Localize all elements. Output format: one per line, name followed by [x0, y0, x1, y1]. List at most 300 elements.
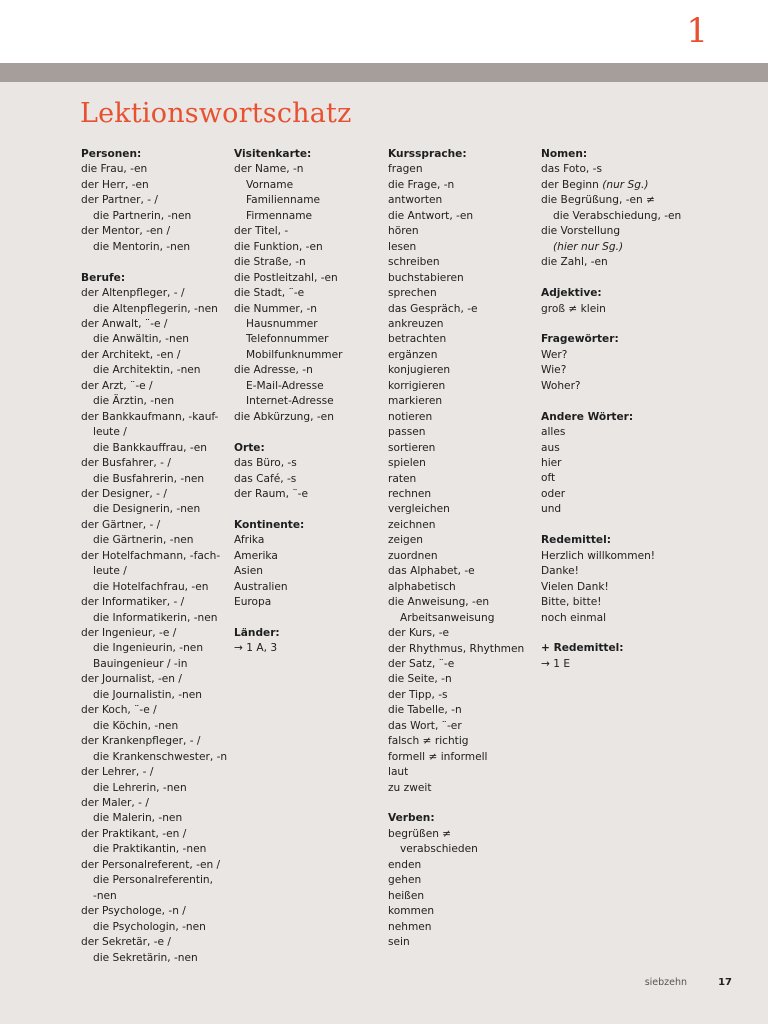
- entry-note: (nur Sg.): [602, 178, 649, 191]
- vocab-entry: [541, 178, 701, 193]
- section-spacer: [81, 255, 231, 270]
- vocab-entry: [81, 456, 231, 471]
- entry-text: -nen: [93, 889, 117, 902]
- entry-text: der Titel, -: [234, 225, 289, 238]
- vocab-entry: [234, 240, 384, 255]
- vocab-entry: [388, 781, 538, 796]
- vocab-entry: [388, 889, 538, 904]
- entry-text: Kurssprache:: [388, 148, 467, 160]
- vocab-entry: [388, 394, 538, 409]
- vocab-entry: [541, 302, 701, 317]
- entry-text: die Mentorin, -nen: [93, 240, 191, 253]
- entry-text: der Bankkaufmann, -kauf-: [81, 410, 219, 423]
- vocab-entry: [234, 286, 384, 301]
- entry-text: schreiben: [388, 256, 440, 269]
- entry-text: der Tipp, -s: [388, 688, 448, 701]
- entry-text: gehen: [388, 874, 422, 887]
- entry-text: buchstabieren: [388, 271, 464, 284]
- vocab-entry: [541, 595, 701, 610]
- vocab-entry: [388, 379, 538, 394]
- entry-text: der Lehrer, - /: [81, 766, 154, 779]
- entry-text: hören: [388, 225, 419, 238]
- vocab-entry: [388, 750, 538, 765]
- vocab-entry: [234, 317, 384, 332]
- entry-text: Telefonnummer: [246, 333, 329, 346]
- vocab-entry: [234, 533, 384, 548]
- entry-text: ankreuzen: [388, 317, 444, 330]
- entry-text: die Lehrerin, -nen: [93, 781, 187, 794]
- entry-text: das Büro, -s: [234, 457, 297, 470]
- entry-text: raten: [388, 472, 417, 485]
- section-spacer: [234, 611, 384, 626]
- vocab-entry: [234, 162, 384, 177]
- entry-text: der Krankenpfleger, - /: [81, 735, 201, 748]
- vocab-entry: [81, 595, 231, 610]
- entry-text: oft: [541, 472, 556, 485]
- entry-text: der Journalist, -en /: [81, 673, 182, 686]
- vocab-entry: [541, 549, 701, 564]
- section-heading: [388, 811, 538, 826]
- entry-text: der Designer, - /: [81, 487, 167, 500]
- vocab-column-2: [234, 147, 384, 657]
- section-heading: [541, 410, 701, 425]
- entry-text: die Funktion, -en: [234, 240, 323, 253]
- entry-text: Verben:: [388, 812, 435, 825]
- vocab-entry: [81, 580, 231, 595]
- entry-text: zu zweit: [388, 781, 432, 794]
- vocab-entry: [541, 379, 701, 394]
- vocab-entry: [234, 332, 384, 347]
- entry-text: antworten: [388, 194, 443, 207]
- entry-text: kommen: [388, 905, 435, 918]
- entry-text: lesen: [388, 240, 417, 253]
- vocab-entry: [388, 595, 538, 610]
- entry-text: der Partner, - /: [81, 194, 158, 207]
- entry-text: vergleichen: [388, 503, 450, 516]
- vocab-entry: [234, 255, 384, 270]
- entry-text: Visitenkarte:: [234, 148, 312, 160]
- entry-text: die Adresse, -n: [234, 364, 313, 377]
- page-number-word: siebzehn: [644, 977, 688, 988]
- section-spacer: [541, 271, 701, 286]
- entry-text: der Gärtner, - /: [81, 518, 161, 531]
- entry-text: Vorname: [246, 178, 294, 191]
- vocab-entry: [388, 858, 538, 873]
- entry-text: der Altenpfleger, - /: [81, 287, 185, 300]
- entry-text: Amerika: [234, 549, 278, 562]
- vocab-entry: [234, 580, 384, 595]
- entry-text: alles: [541, 426, 566, 439]
- vocab-entry: [234, 209, 384, 224]
- entry-text: der Busfahrer, - /: [81, 457, 171, 470]
- entry-text: die Bankkauffrau, -en: [93, 441, 207, 454]
- vocab-entry: [388, 348, 538, 363]
- vocab-entry: [81, 348, 231, 363]
- entry-text: Bitte, bitte!: [541, 596, 602, 609]
- entry-text: der Hotelfachmann, -fach-: [81, 549, 221, 562]
- vocab-entry: [388, 904, 538, 919]
- chapter-number: 1: [686, 11, 708, 51]
- entry-text: Wer?: [541, 348, 568, 361]
- entry-text: leute /: [93, 565, 127, 578]
- vocab-entry: [388, 657, 538, 672]
- vocab-entry: [81, 920, 231, 935]
- entry-text: die Stadt, ¨-e: [234, 287, 305, 300]
- entry-text: zuordnen: [388, 549, 438, 562]
- entry-text: die Krankenschwester, -n: [93, 750, 228, 763]
- entry-text: die Malerin, -nen: [93, 812, 183, 825]
- entry-text: die Architektin, -nen: [93, 364, 201, 377]
- vocab-entry: [541, 255, 701, 270]
- vocab-entry: [81, 842, 231, 857]
- vocab-entry: [388, 549, 538, 564]
- entry-text: Firmenname: [246, 209, 313, 222]
- entry-text: die Köchin, -nen: [93, 719, 179, 732]
- section-heading: [388, 147, 538, 162]
- vocab-entry: [81, 657, 231, 672]
- vocab-entry: [388, 425, 538, 440]
- entry-text: das Gespräch, -e: [388, 302, 478, 315]
- vocab-entry: [388, 178, 538, 193]
- entry-text: Länder:: [234, 627, 280, 639]
- vocab-entry: [541, 456, 701, 471]
- entry-text: die Nummer, -n: [234, 302, 317, 315]
- entry-text: korrigieren: [388, 379, 446, 392]
- vocab-entry: [234, 379, 384, 394]
- entry-text: die Anweisung, -en: [388, 596, 490, 609]
- vocab-entry: [388, 224, 538, 239]
- entry-text: die Verabschiedung, -en: [553, 209, 682, 222]
- entry-text: der Personalreferent, -en /: [81, 858, 221, 871]
- vocab-entry: [81, 641, 231, 656]
- vocab-entry: [388, 827, 538, 842]
- vocab-entry: [388, 626, 538, 641]
- entry-text: das Café, -s: [234, 472, 297, 485]
- entry-text: Adjektive:: [541, 287, 602, 300]
- section-heading: [81, 147, 231, 162]
- entry-text: noch einmal: [541, 611, 607, 624]
- entry-text: zeichnen: [388, 518, 436, 531]
- entry-text: Asien: [234, 565, 263, 578]
- vocab-entry: [388, 564, 538, 579]
- entry-text: die Postleitzahl, -en: [234, 271, 338, 284]
- entry-text: falsch ≠ richtig: [388, 735, 469, 748]
- entry-text: die Vorstellung: [541, 225, 621, 238]
- entry-text: die Straße, -n: [234, 256, 306, 269]
- vocab-entry: [81, 286, 231, 301]
- entry-text: die Frage, -n: [388, 178, 455, 191]
- vocab-entry: [234, 456, 384, 471]
- section-spacer: [234, 425, 384, 440]
- vocab-entry: [541, 487, 701, 502]
- vocab-entry: [81, 410, 231, 425]
- vocab-entry: [388, 332, 538, 347]
- vocab-entry: [388, 162, 538, 177]
- entry-text: der Ingenieur, -e /: [81, 627, 177, 640]
- vocab-entry: [541, 657, 701, 672]
- vocab-entry: [388, 642, 538, 657]
- entry-text: passen: [388, 426, 426, 439]
- page-number: 17: [718, 977, 732, 988]
- vocab-entry: [388, 193, 538, 208]
- entry-note: (hier nur Sg.): [553, 240, 624, 253]
- vocab-entry: [81, 425, 231, 440]
- entry-text: der Beginn: [541, 178, 599, 191]
- vocab-entry: [388, 472, 538, 487]
- vocab-entry: [388, 873, 538, 888]
- vocab-entry: [234, 193, 384, 208]
- entry-text: Fragewörter:: [541, 333, 619, 346]
- entry-text: der Architekt, -en /: [81, 348, 181, 361]
- entry-text: die Partnerin, -nen: [93, 209, 192, 222]
- entry-text: → 1 E: [541, 657, 571, 670]
- entry-text: notieren: [388, 410, 433, 423]
- page-title: Lektionswortschatz: [80, 98, 352, 129]
- section-spacer: [388, 796, 538, 811]
- vocab-entry: [541, 425, 701, 440]
- vocab-entry: [234, 595, 384, 610]
- entry-text: der Maler, - /: [81, 797, 149, 810]
- vocab-entry: [81, 951, 231, 966]
- header-band: [0, 63, 768, 82]
- entry-text: die Gärtnerin, -nen: [93, 534, 194, 547]
- entry-text: der Satz, ¨-e: [388, 657, 455, 670]
- entry-text: die Antwort, -en: [388, 209, 474, 222]
- entry-text: das Foto, -s: [541, 163, 603, 176]
- vocab-entry: [541, 348, 701, 363]
- entry-text: Andere Wörter:: [541, 410, 634, 423]
- vocab-entry: [388, 487, 538, 502]
- vocab-entry: [541, 611, 701, 626]
- entry-text: die Hotelfachfrau, -en: [93, 580, 209, 593]
- vocab-entry: [541, 363, 701, 378]
- entry-text: die Sekretärin, -nen: [93, 951, 198, 964]
- vocab-entry: [388, 441, 538, 456]
- vocab-entry: [81, 379, 231, 394]
- vocab-entry: [234, 394, 384, 409]
- vocab-entry: [234, 363, 384, 378]
- entry-text: verabschieden: [400, 843, 478, 856]
- vocab-entry: [81, 533, 231, 548]
- vocab-entry: [541, 162, 701, 177]
- vocab-entry: [234, 348, 384, 363]
- entry-text: Danke!: [541, 565, 579, 578]
- entry-text: Internet-Adresse: [246, 395, 334, 408]
- vocab-entry: [388, 688, 538, 703]
- entry-text: die Seite, -n: [388, 673, 452, 686]
- entry-text: oder: [541, 487, 566, 500]
- entry-text: der Name, -n: [234, 163, 304, 176]
- entry-text: der Informatiker, - /: [81, 596, 185, 609]
- section-heading: [541, 641, 701, 656]
- vocab-entry: [81, 904, 231, 919]
- entry-text: die Praktikantin, -nen: [93, 843, 207, 856]
- vocab-entry: [388, 719, 538, 734]
- vocab-entry: [388, 502, 538, 517]
- entry-text: der Sekretär, -e /: [81, 936, 171, 949]
- entry-text: die Psychologin, -nen: [93, 920, 206, 933]
- vocab-entry: [388, 842, 538, 857]
- entry-text: betrachten: [388, 333, 447, 346]
- entry-text: Bauingenieur / -in: [93, 657, 188, 670]
- entry-text: E-Mail-Adresse: [246, 379, 324, 392]
- vocab-entry: [81, 672, 231, 687]
- vocab-entry: [81, 240, 231, 255]
- entry-text: Familienname: [246, 194, 321, 207]
- vocab-entry: [81, 858, 231, 873]
- entry-text: der Kurs, -e: [388, 627, 450, 640]
- section-heading: [234, 518, 384, 533]
- entry-text: der Psychologe, -n /: [81, 905, 186, 918]
- vocab-entry: [541, 441, 701, 456]
- entry-text: Mobilfunknummer: [246, 348, 343, 361]
- entry-text: die Personalreferentin,: [93, 874, 214, 887]
- vocab-entry: [81, 162, 231, 177]
- vocab-entry: [388, 363, 538, 378]
- entry-text: groß ≠ klein: [541, 302, 606, 315]
- page-header: [0, 0, 768, 63]
- vocab-entry: [541, 240, 701, 255]
- vocab-entry: [234, 487, 384, 502]
- vocab-entry: [81, 935, 231, 950]
- entry-text: Hausnummer: [246, 317, 318, 330]
- vocab-entry: [81, 781, 231, 796]
- vocab-column-1: [81, 147, 231, 966]
- section-heading: [81, 271, 231, 286]
- vocab-entry: [81, 502, 231, 517]
- vocab-entry: [234, 641, 384, 656]
- section-heading: [234, 147, 384, 162]
- vocab-entry: [81, 873, 231, 888]
- vocab-entry: [388, 920, 538, 935]
- entry-text: die Altenpflegerin, -nen: [93, 302, 218, 315]
- entry-text: Wie?: [541, 364, 567, 377]
- entry-text: Woher?: [541, 379, 581, 392]
- entry-text: Vielen Dank!: [541, 580, 609, 593]
- entry-text: sortieren: [388, 441, 436, 454]
- section-spacer: [234, 502, 384, 517]
- section-heading: [541, 147, 701, 162]
- entry-text: die Journalistin, -nen: [93, 688, 202, 701]
- entry-text: der Praktikant, -en /: [81, 827, 187, 840]
- entry-text: der Rhythmus, Rhythmen: [388, 642, 525, 655]
- entry-text: die Abkürzung, -en: [234, 410, 334, 423]
- vocab-entry: [81, 332, 231, 347]
- section-heading: [234, 441, 384, 456]
- section-heading: [541, 286, 701, 301]
- section-spacer: [541, 394, 701, 409]
- section-spacer: [541, 518, 701, 533]
- vocab-entry: [234, 549, 384, 564]
- vocab-entry: [541, 502, 701, 517]
- vocab-entry: [388, 734, 538, 749]
- entry-text: alphabetisch: [388, 580, 456, 593]
- vocab-entry: [388, 240, 538, 255]
- vocab-entry: [81, 889, 231, 904]
- vocab-entry: [81, 796, 231, 811]
- entry-text: der Raum, ¨-e: [234, 487, 308, 500]
- vocab-entry: [388, 317, 538, 332]
- vocab-entry: [388, 271, 538, 286]
- entry-text: die Ärztin, -nen: [93, 395, 175, 408]
- entry-text: leute /: [93, 426, 127, 439]
- vocab-entry: [234, 224, 384, 239]
- vocab-entry: [388, 456, 538, 471]
- vocab-entry: [81, 487, 231, 502]
- vocab-entry: [388, 935, 538, 950]
- entry-text: aus: [541, 441, 560, 454]
- entry-text: die Begrüßung, -en ≠: [541, 194, 655, 207]
- entry-text: der Mentor, -en /: [81, 225, 171, 238]
- vocab-column-3: [388, 147, 538, 951]
- vocab-entry: [541, 564, 701, 579]
- vocab-entry: [388, 672, 538, 687]
- entry-text: zeigen: [388, 534, 423, 547]
- entry-text: die Anwältin, -nen: [93, 333, 189, 346]
- vocab-entry: [388, 255, 538, 270]
- vocab-entry: [541, 193, 701, 208]
- entry-text: die Informatikerin, -nen: [93, 611, 218, 624]
- vocab-entry: [81, 750, 231, 765]
- entry-text: spielen: [388, 457, 426, 470]
- vocab-entry: [388, 209, 538, 224]
- entry-text: der Arzt, ¨-e /: [81, 379, 153, 392]
- entry-text: ergänzen: [388, 348, 438, 361]
- entry-text: die Frau, -en: [81, 163, 148, 176]
- vocab-column-4: [541, 147, 701, 672]
- vocab-entry: [234, 564, 384, 579]
- entry-text: die Designerin, -nen: [93, 503, 201, 516]
- entry-text: enden: [388, 858, 422, 871]
- entry-text: markieren: [388, 395, 443, 408]
- section-heading: [541, 533, 701, 548]
- vocab-entry: [388, 765, 538, 780]
- vocab-entry: [388, 533, 538, 548]
- vocab-entry: [81, 734, 231, 749]
- vocab-entry: [234, 472, 384, 487]
- entry-text: Arbeitsanweisung: [400, 611, 495, 624]
- entry-text: Kontinente:: [234, 518, 305, 531]
- vocab-entry: [81, 518, 231, 533]
- entry-text: das Wort, ¨-er: [388, 719, 462, 732]
- entry-text: konjugieren: [388, 364, 451, 377]
- entry-text: Berufe:: [81, 271, 126, 284]
- entry-text: begrüßen ≠: [388, 827, 452, 840]
- vocab-entry: [234, 271, 384, 286]
- entry-text: die Busfahrerin, -nen: [93, 472, 205, 485]
- entry-text: Orte:: [234, 441, 265, 454]
- vocab-entry: [81, 472, 231, 487]
- vocab-entry: [81, 193, 231, 208]
- entry-text: laut: [388, 766, 409, 779]
- entry-text: Nomen:: [541, 148, 588, 160]
- vocab-entry: [541, 224, 701, 239]
- entry-text: Herzlich willkommen!: [541, 549, 656, 562]
- entry-text: Redemittel:: [541, 534, 611, 547]
- vocab-entry: [81, 441, 231, 456]
- vocab-entry: [541, 209, 701, 224]
- entry-text: Afrika: [234, 534, 265, 547]
- entry-text: der Herr, -en: [81, 178, 149, 191]
- entry-text: sein: [388, 936, 410, 949]
- vocab-entry: [81, 564, 231, 579]
- vocab-entry: [234, 410, 384, 425]
- vocab-entry: [81, 363, 231, 378]
- vocab-entry: [388, 286, 538, 301]
- entry-text: der Anwalt, ¨-e /: [81, 317, 168, 330]
- entry-text: und: [541, 503, 562, 516]
- entry-text: formell ≠ informell: [388, 750, 488, 763]
